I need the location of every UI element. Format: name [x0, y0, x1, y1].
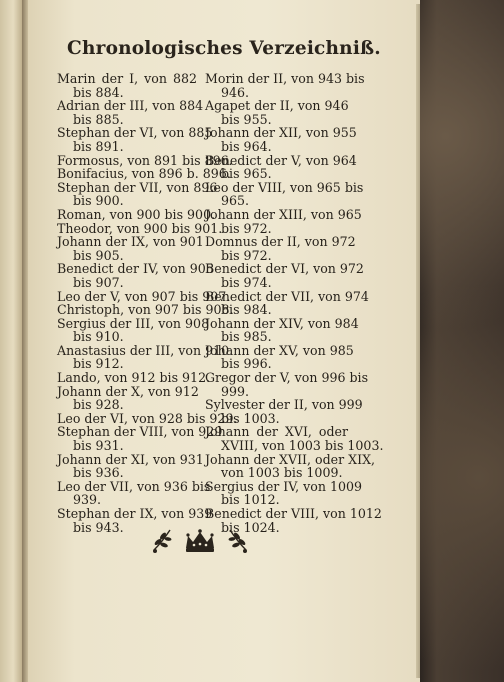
entry-line: Adrian der III, von 884 — [57, 98, 204, 114]
chronology-entry — [205, 99, 348, 126]
entry-continuation: bis 972. — [221, 220, 272, 236]
entry-line: Johann der XII, von 955 — [205, 125, 357, 141]
chronology-entry — [57, 424, 223, 454]
entry-line: Roman, von 900 bis 900. — [57, 206, 216, 222]
facing-page-edge — [0, 0, 22, 682]
entry-continuation: 946. — [221, 84, 250, 100]
entry-line: Johann der XIV, von 984 — [205, 315, 359, 331]
entry-line: Johann der XI, von 931 — [57, 451, 204, 467]
chronology-entry — [57, 288, 231, 304]
entry-continuation: bis 984. — [221, 302, 272, 318]
entry-continuation: bis 996. — [221, 356, 272, 372]
chronology-entry — [57, 166, 231, 182]
chronology-entry — [205, 342, 354, 372]
entry-line: Stephan der IX, von 939 — [57, 506, 213, 521]
laurel-sprig-icon — [153, 530, 172, 553]
entry-line: Marin der I, von 882 — [57, 71, 197, 86]
chronology-entry — [57, 315, 210, 345]
chronology-entry — [57, 179, 218, 209]
chronology-entry — [57, 234, 204, 263]
entry-line: Benedict der V, von 964 — [205, 152, 357, 168]
chronology-entry — [57, 261, 214, 290]
chronology-entry — [57, 478, 211, 508]
entry-line: Sergius der IV, von 1009 — [205, 478, 363, 494]
chronology-entry — [57, 302, 234, 318]
entry-line: Johann der XIII, von 965 — [205, 206, 362, 222]
entry-line: Johann der IX, von 901 — [57, 234, 204, 250]
entry-continuation: bis 936. — [73, 465, 124, 481]
entry-line: Sylvester der II, von 999 — [205, 397, 363, 413]
entry-continuation: bis 907. — [73, 274, 124, 290]
entry-line: Stephan der VIII, von 929 — [57, 424, 223, 440]
entry-line: Theodor, von 900 bis 901. — [57, 220, 223, 236]
entry-continuation: bis 1012. — [221, 492, 280, 508]
crown-icon — [186, 529, 214, 552]
entry-continuation: 965. — [221, 193, 250, 209]
entry-continuation: bis 885. — [73, 111, 124, 127]
chronology-entry — [205, 451, 376, 481]
chronology-entry — [57, 410, 238, 426]
entry-continuation: bis 964. — [221, 138, 272, 154]
entry-line: Leo der V, von 907 bis 907. — [57, 288, 231, 304]
entry-continuation: bis 972. — [221, 247, 272, 263]
entry-continuation: 939. — [73, 492, 102, 508]
entry-continuation: bis 928. — [73, 397, 124, 413]
entry-line: Stephan der VII, von 896 — [57, 179, 218, 195]
entry-continuation: bis 955. — [221, 111, 272, 127]
chronology-entry — [205, 424, 384, 454]
chronology-entry — [205, 234, 356, 263]
chronology-entry — [205, 261, 364, 290]
chronology-entry — [205, 179, 364, 209]
entry-line: Leo der VI, von 928 bis 929. — [57, 410, 238, 426]
entry-continuation: bis 910. — [73, 329, 124, 345]
entry-line: Gregor der V, von 996 bis — [205, 370, 369, 386]
entry-continuation: bis 985. — [221, 329, 272, 345]
chronology-entry — [57, 451, 204, 481]
entry-line: Benedict der IV, von 905 — [57, 261, 214, 277]
entry-continuation: bis 965. — [221, 166, 272, 182]
entry-continuation: 999. — [221, 383, 250, 399]
entry-line: Domnus der II, von 972 — [205, 234, 356, 250]
entry-line: Agapet der II, von 946 — [205, 98, 349, 114]
entry-line: Leo der VII, von 936 bis — [57, 478, 211, 494]
laurel-sprig-icon — [228, 530, 247, 553]
chronology-entry — [57, 125, 213, 154]
entry-continuation: bis 900. — [73, 193, 124, 209]
chronology-entry — [57, 220, 223, 236]
right-column — [205, 71, 384, 535]
entry-line: Christoph, von 907 bis 908. — [57, 302, 234, 318]
entry-continuation: bis 905. — [73, 247, 124, 263]
entry-line: Benedict der VI, von 972 — [205, 261, 364, 277]
chronology-entry — [57, 98, 204, 127]
entry-line: Benedict der VII, von 974 — [205, 288, 369, 304]
entry-line: Johann der X, von 912 — [57, 383, 199, 399]
chronology-entry — [57, 385, 197, 412]
entry-line: Stephan der VI, von 885 — [57, 125, 213, 141]
entry-continuation: bis 1024. — [221, 519, 280, 535]
entry-line: Bonifacius, von 896 b. 896. — [57, 166, 231, 182]
chronology-entry — [205, 315, 359, 345]
chronology-entry — [205, 125, 357, 154]
entry-line: Johann der XVII, oder XIX, — [205, 451, 376, 467]
entry-continuation: bis 1003. — [221, 410, 280, 426]
entry-continuation: bis 912. — [73, 356, 124, 372]
entry-line: Leo der VIII, von 965 bis — [205, 179, 364, 195]
chronology-entry — [205, 478, 363, 508]
chronology-entry — [57, 206, 216, 222]
page-title: Chronologisches Verzeichniß. — [67, 38, 381, 59]
chronology-entry — [57, 152, 233, 168]
ornament — [150, 526, 250, 556]
entry-line: Lando, von 912 bis 912. — [57, 370, 211, 386]
chronology-entry — [205, 152, 357, 182]
entry-continuation: bis 931. — [73, 438, 124, 454]
entry-line: Johann der XV, von 985 — [205, 342, 354, 358]
chronology-entry — [205, 71, 365, 100]
chronology-entry — [57, 342, 230, 372]
entry-continuation: von 1003 bis 1009. — [221, 465, 343, 481]
chronology-entry — [205, 370, 369, 399]
chronology-entry — [57, 72, 197, 99]
entry-line: Benedict der VIII, von 1012 — [205, 506, 382, 521]
entry-continuation: bis 943. — [73, 519, 124, 535]
chronology-entry — [205, 288, 369, 318]
entry-continuation: XVIII, von 1003 bis 1003. — [221, 438, 384, 454]
chronology-entry — [57, 370, 211, 386]
entry-line: Johann der XVI, oder — [205, 424, 348, 440]
entry-continuation: bis 891. — [73, 138, 124, 154]
chronology-entry — [205, 206, 362, 236]
entry-line: Formosus, von 891 bis 896. — [57, 152, 233, 168]
book-cover — [420, 0, 504, 682]
entry-continuation: bis 884. — [73, 84, 124, 100]
entry-line: Anastasius der III, von 910 — [57, 342, 230, 358]
entry-line: Morin der II, von 943 bis — [205, 71, 365, 86]
entry-continuation: bis 974. — [221, 274, 272, 290]
entry-line: Sergius der III, von 908 — [57, 315, 210, 331]
chronology-entry — [205, 397, 363, 426]
